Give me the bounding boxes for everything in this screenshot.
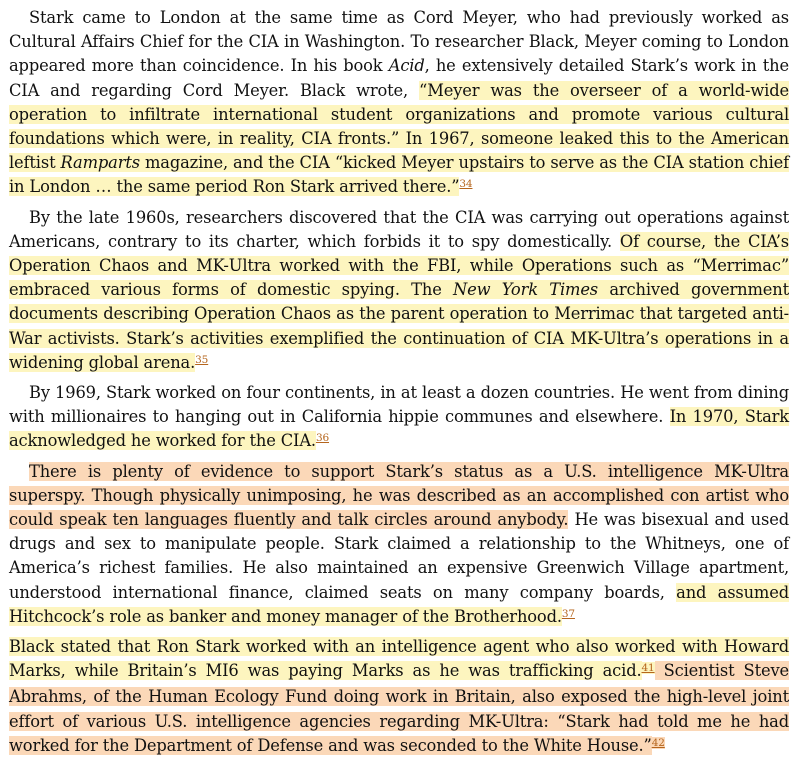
paragraph-4: [9, 460, 789, 631]
paragraph-2: [9, 206, 789, 377]
p1-book-title: Acid: [388, 56, 425, 76]
p5-highlight: Black stated that Ron Stark worked with an intelligence agent who also worked with Howard Marks, while Britain’s MI6 was paying Marks as he was trafficking acid.: [9, 637, 789, 681]
footnote-link-42[interactable]: 42: [651, 736, 665, 749]
footnote-link-41[interactable]: 41: [641, 662, 655, 675]
paragraph-5: [9, 635, 789, 760]
p1-highlight: “Meyer was the overseer of a world-wide operation to infiltrate international student organizations and promote various cultural foundations which were, in reality, CIA fronts.” In 1967, someone leaked this to the American leftist: [9, 80, 789, 173]
paragraph-3: [9, 381, 789, 456]
p1-highlight-2: magazine, and the CIA “kicked Meyer upstairs to serve as the CIA station chief in London … the same period Ron Stark arrived there.”: [9, 153, 789, 197]
p4-highlight-2: and assumed Hitchcock’s role as banker and money manager of the Brotherhood.: [9, 582, 789, 626]
footnote-link-37[interactable]: 37: [561, 607, 575, 620]
footnote-link-35[interactable]: 35: [195, 353, 209, 366]
p2-highlight: Of course, the CIA’s Operation Chaos and MK-Ultra worked with the FBI, while Operations such as “Merrimac” embraced various forms of domestic spying. The: [9, 231, 790, 300]
p4-text-a: He was bisexual and used drugs and sex to manipulate people. Stark claimed a relationship to the Whitneys, one of America’s richest families. He also maintained an expensive Greenwich Village apartment, understood international finance, claimed seats on many company boards,: [9, 510, 789, 602]
p3-text-a: By 1969, Stark worked on four continents, in at least a dozen countries. He went from dining with millionaires to hanging out in California hippie communes and elsewhere.: [9, 383, 789, 427]
paragraph-1: [9, 6, 789, 202]
p2-highlight-2: archived government documents describing Operation Chaos as the parent operation to Merrimac that targeted anti-War activists. Stark’s activities exemplified the continuation of CIA MK-Ultra’s operations in a widening global arena.: [9, 280, 789, 372]
p2-text-a: By the late 1960s, researchers discovered that the CIA was carrying out operations against Americans, contrary to its charter, which forbids it to spy domestically.: [9, 207, 789, 251]
p4-highlight: There is plenty of evidence to support Stark’s status as a U.S. intelligence MK-Ultra superspy. Though physically unimposing, he was described as an accomplished con artist who could speak ten languages fluently and talk circles around anybody.: [9, 461, 789, 530]
p1-magazine-title: Ramparts: [60, 153, 140, 173]
p5-highlight-2: Scientist Steve Abrahms, of the Human Ecology Fund doing work in Britain, also exposed the high-level joint effort of various U.S. intelligence agencies regarding MK-Ultra: “Stark had told me he had worked for the Department of Defense and was seconded to the White House.”: [9, 661, 789, 755]
footnote-link-36[interactable]: 36: [315, 432, 330, 445]
footnote-link-34[interactable]: 34: [459, 178, 473, 191]
p1-text-a2: , he extensively detailed Stark’s work in the CIA and regarding Cord Meyer. Black wrote,: [9, 56, 789, 100]
p1-text-a: Stark came to London at the same time as Cord Meyer, who had previously worked as Cultural Affairs Chief for the CIA in Washington. To researcher Black, Meyer coming to London appeared more than coincidence. In his book: [9, 8, 789, 76]
p2-newspaper-title: New York Times: [453, 280, 599, 300]
p3-highlight: In 1970, Stark acknowledged he worked for the CIA.: [9, 407, 789, 451]
